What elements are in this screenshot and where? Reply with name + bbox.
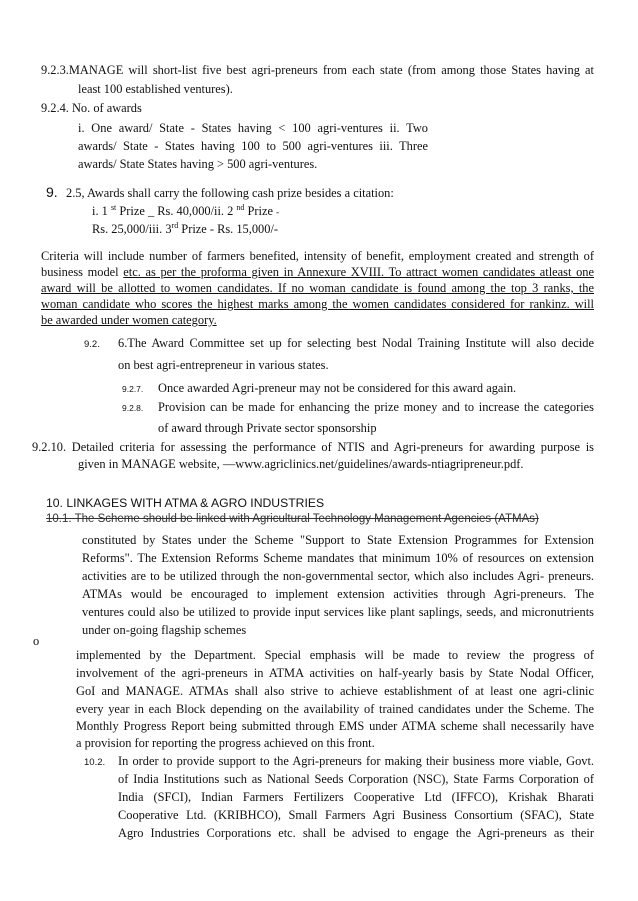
para-10-1-line6: under on-going flagship schemes <box>82 623 247 637</box>
para-9-2-10-line2: given in MANAGE website, —www.agriclinics.net/guidelines/awards-ntiagripreneur.pdf. <box>78 457 524 471</box>
para-9-2-4-line3: awards/ State States having > 500 agri-ventures. <box>78 157 318 171</box>
para-9-2-6-line1: 6.The Award Committee set up for selecting best Nodal Training Institute will also decide <box>118 336 594 350</box>
para-10-2-line3: India (SFCI), Indian Farmers Fertilizers Cooperative Ltd (IFFCO), Krishak Bharati <box>118 790 594 804</box>
prize-line-2: Rs. 25,000/iii. 3rd Prize - Rs. 15,000/- <box>92 221 279 236</box>
para-9-2-4-line1: i. One award/ State - States having < 100 agri-ventures ii. Two <box>78 121 428 135</box>
prize-line-1: i. 1 $^{st}$ Prize _ Rs. 40,000/ii. 2 $^{nd}$ Prize - <box>92 203 280 218</box>
para-10-2-line1: In order to provide support to the Agri-preneurs for making their business more viable, Govt. <box>118 754 594 768</box>
bullet-marker: o <box>33 634 40 648</box>
para-10-1b-line6: a provision for reporting the progress achieved on this front. <box>76 736 375 750</box>
para-10-1b-line4: every year in each Block depending on the availability of trained candidates under the Scheme. The <box>76 702 594 716</box>
para-10-1-line2: Reforms". The Extension Reforms Scheme mandates that minimum 10% of resources on extension <box>82 551 594 565</box>
criteria-line4: woman candidate who scores the highest marks among the women candidates considered for rankinz. will <box>41 297 594 311</box>
para-9-2-8-line1: Provision can be made for enhancing the prize money and to increase the categories <box>158 400 594 414</box>
para-10-2-line5: Agro Industries Corporations etc. shall be advised to engage the Agri-preneurs as their <box>118 826 594 840</box>
para-9-2-4-heading: 9.2.4. No. of awards <box>41 101 142 115</box>
para-9-2-5-text: 2.5, Awards shall carry the following cash prize besides a citation: <box>66 186 394 200</box>
para-9-2-4-line2: awards/ State - States having 100 to 500 agri-ventures iii. Three <box>78 139 428 153</box>
para-9-2-3-line2: least 100 established ventures). <box>78 82 233 96</box>
criteria-line3: award will be allotted to women candidates. If no woman candidate is found among the top 3 ranks, the <box>41 281 594 295</box>
para-9-2-7-number: 9.2.7. <box>122 384 144 394</box>
para-10-1b-line2: involvement of the agri-preneurs in ATMA activities on half-yearly basis by State Nodal Officer, <box>76 666 594 680</box>
para-10-2-number: 10.2. <box>84 757 106 768</box>
para-9-2-6-number: 9.2. <box>84 339 100 350</box>
section-10-1-heading: 10.1. The Scheme should be linked with Agricultural Technology Management Agencies (ATMAs) <box>46 513 539 525</box>
para-9-2-6-line2: on best agri-entrepreneur in various states. <box>118 358 329 372</box>
para-9-2-8-line2: of award through Private sector sponsorship <box>158 421 377 435</box>
para-10-1-line3: activities are to be utilized through the non-governmental sector, which also includes Agri- preneurs. <box>82 569 594 583</box>
para-10-1b-line5: Monthly Progress Report being submitted through EMS under ATMA scheme shall necessarily have <box>76 719 594 733</box>
para-9-2-10-line1: 9.2.10. Detailed criteria for assessing the performance of NTIS and Agri-preneurs for awarding purpose is <box>32 440 594 454</box>
criteria-line1: Criteria will include number of farmers benefited, intensity of benefit, employment created and strength of <box>41 249 594 263</box>
para-10-1-line5: ventures could also be utilized to provide input services like plant saplings, seeds, and micronutrients <box>82 605 594 619</box>
para-9-2-8-number: 9.2.8. <box>122 403 144 413</box>
para-10-2-line4: Cooperative Ltd. (KRIBHCO), Small Farmers Agri Business Consortium (SFAC), State <box>118 808 594 822</box>
para-10-1-line1: constituted by States under the Scheme "Support to State Extension Programmes for Extension <box>82 533 594 547</box>
para-9-2-5-number: 9. <box>46 184 58 200</box>
criteria-line5: be awarded under women category. <box>41 313 217 327</box>
para-9-2-3-line1: 9.2.3.MANAGE will short-list five best agri-preneurs from each state (from among those States having at <box>41 63 594 77</box>
para-10-2-line2: of India Institutions such as National Seeds Corporation (NSC), State Farms Corporation of <box>118 772 594 786</box>
para-10-1b-line3: GoI and MANAGE. ATMAs shall also strive to achieve establishment of at least one agri-clinic <box>76 684 594 698</box>
para-10-1b-line1: implemented by the Department. Special emphasis will be made to review the progress of <box>76 648 594 662</box>
para-10-1-line4: ATMAs would be encouraged to implement extension activities through Agri-preneurs. The <box>82 587 594 601</box>
para-9-2-7-text: Once awarded Agri-preneur may not be considered for this award again. <box>158 381 517 395</box>
criteria-line2: business model etc. as per the proforma given in Annexure XVIII. To attract women candidates atleast one <box>41 265 594 279</box>
section-10-heading: 10. LINKAGES WITH ATMA & AGRO INDUSTRIES <box>46 496 325 510</box>
